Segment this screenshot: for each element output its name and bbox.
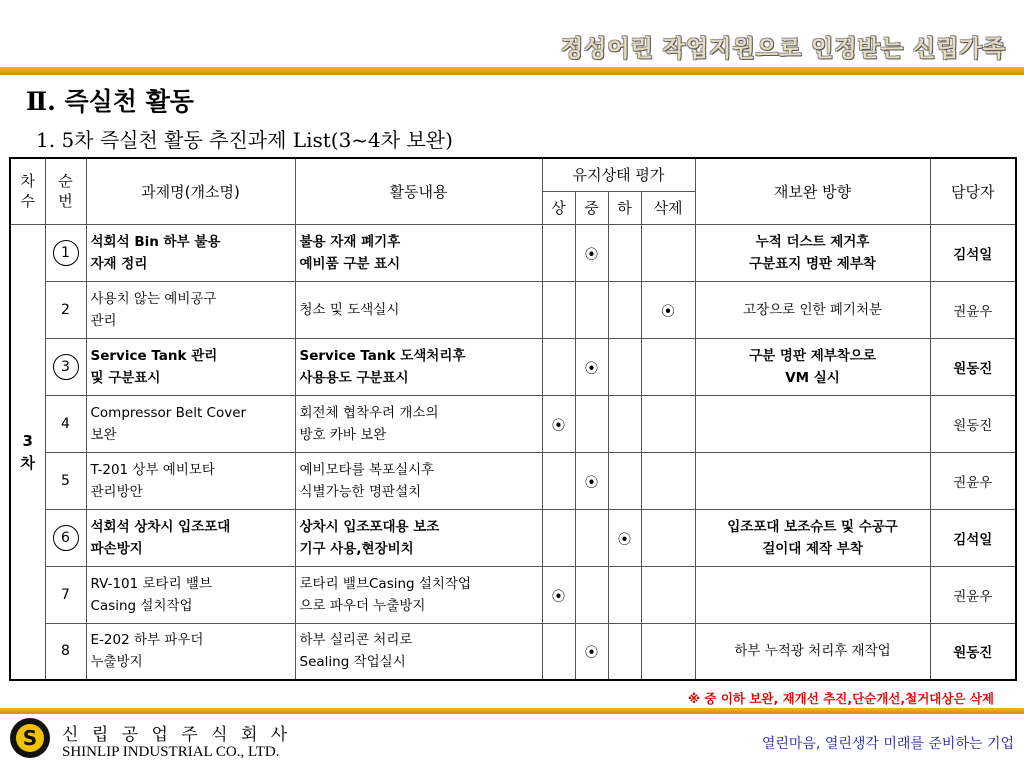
eval-mark-icon: ⦿ <box>584 360 599 377</box>
header-round: 차 수 <box>10 158 45 224</box>
eval-high-cell <box>542 623 575 680</box>
eval-mark-icon: ⦿ <box>584 474 599 491</box>
eval-mark-icon: ⦿ <box>551 417 566 434</box>
eval-high-cell <box>542 452 575 509</box>
round-cell: 3 차 <box>10 224 45 680</box>
eval-mid-cell <box>575 509 608 566</box>
eval-del-cell <box>641 509 695 566</box>
task-name-cell: RV-101 로타리 밸브 Casing 설치작업 <box>86 566 295 623</box>
section-title: Ⅱ. 즉실천 활동 <box>26 87 194 116</box>
header-seq: 순 번 <box>45 158 86 224</box>
header-task: 과제명(개소명) <box>86 158 295 224</box>
eval-low-cell <box>608 623 641 680</box>
eval-del-cell <box>641 224 695 281</box>
seq-cell: 4 <box>45 395 86 452</box>
owner-cell: 원동진 <box>930 338 1016 395</box>
bottom-accent-bar <box>0 708 1024 714</box>
activity-cell: 하부 실리콘 처리로 Sealing 작업실시 <box>295 623 542 680</box>
header-activity: 활동내용 <box>295 158 542 224</box>
eval-del-cell <box>641 395 695 452</box>
task-name-cell: Compressor Belt Cover 보완 <box>86 395 295 452</box>
eval-high-cell <box>542 338 575 395</box>
eval-mid-cell <box>575 224 608 281</box>
table-row <box>10 566 1016 623</box>
company-motto: 열린마음, 열린생각 미래를 준비하는 기업 <box>761 736 1014 752</box>
header-eval-group: 유지상태 평가 <box>542 158 695 191</box>
eval-high-cell <box>542 281 575 338</box>
header-eval-high: 상 <box>542 191 575 224</box>
remedy-cell <box>695 566 930 623</box>
eval-mark-icon: ⦿ <box>661 303 675 320</box>
remedy-cell: 누적 더스트 제거후 구분표지 명판 제부착 <box>695 224 930 281</box>
task-name-cell: 석회석 상차시 입조포대 파손방지 <box>86 509 295 566</box>
eval-high-cell <box>542 509 575 566</box>
eval-low-cell <box>608 224 641 281</box>
remedy-cell <box>695 395 930 452</box>
seq-cell: 7 <box>45 566 86 623</box>
remedy-cell: 하부 누적광 처리후 재작업 <box>695 623 930 680</box>
eval-mid-cell <box>575 338 608 395</box>
remedy-cell: 입조포대 보조슈트 및 수공구 걸이대 제작 부착 <box>695 509 930 566</box>
seq-cell: 5 <box>45 452 86 509</box>
eval-del-cell <box>641 566 695 623</box>
eval-low-cell <box>608 509 641 566</box>
table-row <box>10 224 1016 281</box>
activity-cell: 청소 및 도색실시 <box>295 281 542 338</box>
page-subtitle: 1. 5차 즉실천 활동 추진과제 List(3~4차 보완) <box>36 128 453 152</box>
owner-cell: 김석일 <box>930 224 1016 281</box>
activity-cell: 로타리 밸브Casing 설치작업 으로 파우더 누출방지 <box>295 566 542 623</box>
owner-cell: 원동진 <box>930 395 1016 452</box>
circled-number: 1 <box>53 240 79 266</box>
task-name-cell: T-201 상부 예비모타 관리방안 <box>86 452 295 509</box>
seq-cell <box>45 509 86 566</box>
company-name-korean: 신 립 공 업 주 식 회 사 <box>62 725 292 745</box>
eval-mid-cell <box>575 395 608 452</box>
slogan-banner: 정성어린 작업지원으로 인정받는 신립가족 <box>561 35 1006 62</box>
company-name-english: SHINLIP INDUSTRIAL CO., LTD. <box>62 744 280 760</box>
eval-mark-icon: ⦿ <box>584 246 599 263</box>
activity-cell: 불용 자재 폐기후 예비품 구분 표시 <box>295 224 542 281</box>
remedy-cell: 고장으로 인한 폐기처분 <box>695 281 930 338</box>
activity-cell: 예비모타를 복포실시후 식별가능한 명판설치 <box>295 452 542 509</box>
table-row <box>10 509 1016 566</box>
task-name-cell: 석회석 Bin 하부 불용 자재 정리 <box>86 224 295 281</box>
task-name-cell: Service Tank 관리 및 구분표시 <box>86 338 295 395</box>
seq-cell <box>45 338 86 395</box>
circled-number: 6 <box>53 525 79 551</box>
eval-del-cell <box>641 281 695 338</box>
remedy-cell <box>695 452 930 509</box>
eval-low-cell <box>608 338 641 395</box>
table-row <box>10 452 1016 509</box>
header-remedy: 재보완 방향 <box>695 158 930 224</box>
activity-cell: Service Tank 도색처리후 사용용도 구분표시 <box>295 338 542 395</box>
activity-cell: 상차시 입조포대용 보조 기구 사용,현장비치 <box>295 509 542 566</box>
top-accent-bar <box>0 67 1024 75</box>
eval-low-cell <box>608 566 641 623</box>
eval-high-cell <box>542 224 575 281</box>
footnote: ※ 중 이하 보완, 재개선 추진,단순개선,철거대상은 삭제 <box>687 691 994 706</box>
task-name-cell: 사용치 않는 예비공구 관리 <box>86 281 295 338</box>
table-row <box>10 623 1016 680</box>
owner-cell: 권윤우 <box>930 281 1016 338</box>
task-table <box>9 157 1017 681</box>
header-eval-del: 삭제 <box>641 191 695 224</box>
seq-cell: 2 <box>45 281 86 338</box>
task-name-cell: E-202 하부 파우더 누출방지 <box>86 623 295 680</box>
header-eval-low: 하 <box>608 191 641 224</box>
header-eval-mid: 중 <box>575 191 608 224</box>
eval-high-cell <box>542 395 575 452</box>
eval-low-cell <box>608 395 641 452</box>
eval-high-cell <box>542 566 575 623</box>
eval-mid-cell <box>575 281 608 338</box>
eval-mid-cell <box>575 452 608 509</box>
seq-cell <box>45 224 86 281</box>
eval-low-cell <box>608 452 641 509</box>
eval-low-cell <box>608 281 641 338</box>
eval-mid-cell <box>575 566 608 623</box>
activity-cell: 회전체 협착우려 개소의 방호 카바 보완 <box>295 395 542 452</box>
table-row <box>10 281 1016 338</box>
eval-mark-icon: ⦿ <box>617 531 632 548</box>
eval-del-cell <box>641 623 695 680</box>
owner-cell: 권윤우 <box>930 566 1016 623</box>
eval-mark-icon: ⦿ <box>551 588 566 605</box>
company-logo-icon: S <box>10 718 50 758</box>
eval-mid-cell <box>575 623 608 680</box>
header-owner: 담당자 <box>930 158 1016 224</box>
eval-mark-icon: ⦿ <box>584 645 599 662</box>
eval-del-cell <box>641 338 695 395</box>
table-row <box>10 395 1016 452</box>
owner-cell: 권윤우 <box>930 452 1016 509</box>
owner-cell: 김석일 <box>930 509 1016 566</box>
remedy-cell: 구분 명판 제부착으로 VM 실시 <box>695 338 930 395</box>
seq-cell: 8 <box>45 623 86 680</box>
table-row <box>10 338 1016 395</box>
eval-del-cell <box>641 452 695 509</box>
owner-cell: 원동진 <box>930 623 1016 680</box>
circled-number: 3 <box>53 354 79 380</box>
